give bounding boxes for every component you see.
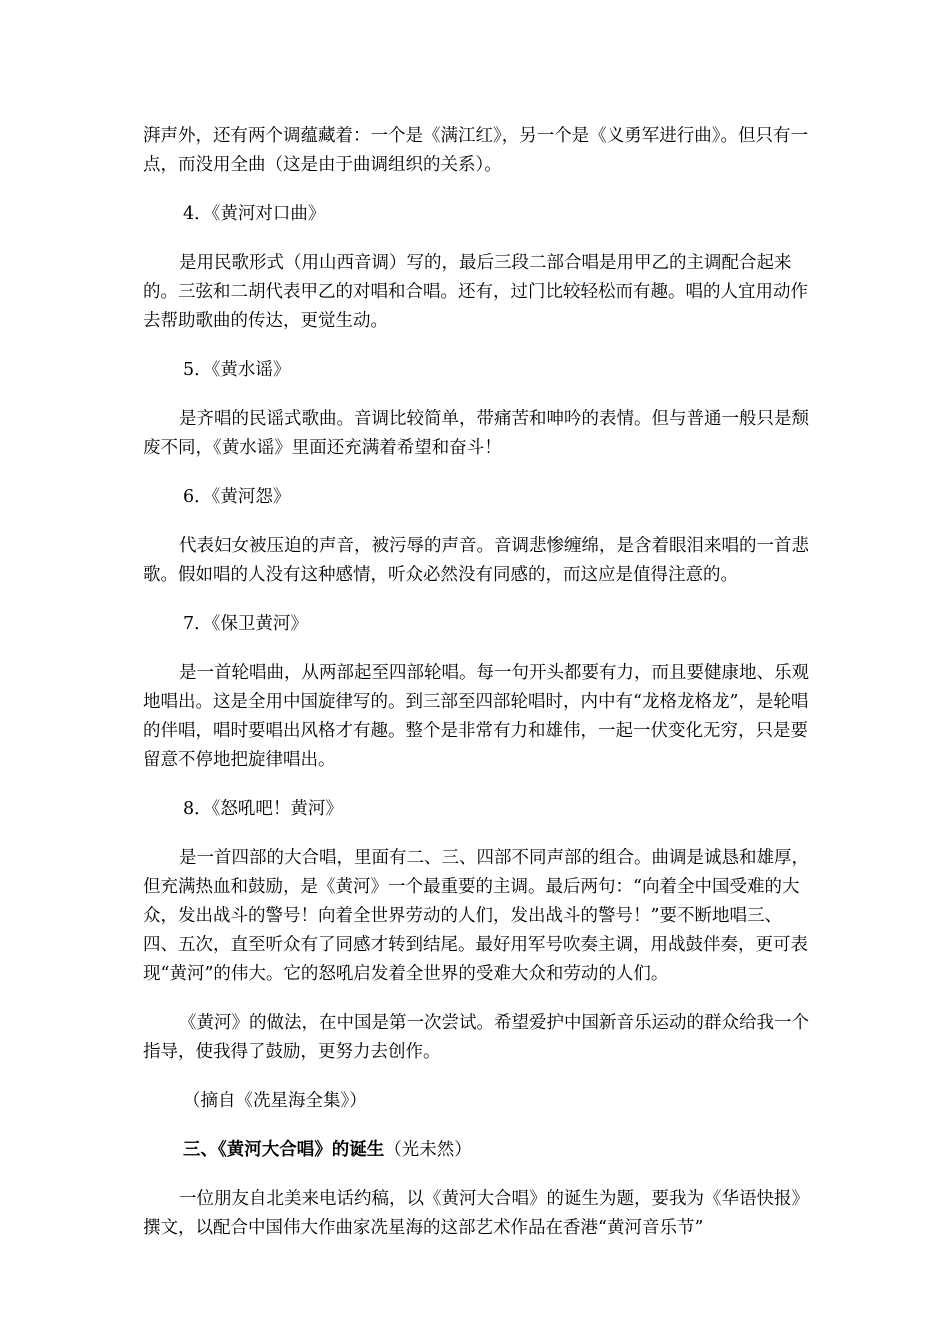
section-heading-4: 4．《黄河对口曲》 xyxy=(183,204,326,224)
paragraph-7: 是一首轮唱曲，从两部起至四部轮唱。每一句开头都要有力，而且要健康地、乐观地唱出。这是全用中国旋律写的。到三部至四部轮唱时，内中有“龙格龙格龙”，是轮唱的伴唱，唱时要唱出风格才有趣。整个是非常有力和雄伟，一起一伏变化无穷，只是要留意不停地把旋律唱出。 xyxy=(143,663,809,770)
paragraph-5: 是齐唱的民谣式歌曲。音调比较简单，带痛苦和呻吟的表情。但与普通一般只是颓废不同，《黄水谣》里面还充满着希望和奋斗！ xyxy=(143,409,809,458)
paragraph-6: 代表妇女被压迫的声音，被污辱的声音。音调悲惨缠绵，是含着眼泪来唱的一首悲歌。假如唱的人没有这种感情，听众必然没有同感的，而这应是值得注意的。 xyxy=(143,536,809,585)
source-citation: （摘自《冼星海全集》） xyxy=(183,1091,367,1111)
section-heading-7: 7．《保卫黄河》 xyxy=(183,614,308,634)
document-page xyxy=(143,122,811,1243)
chapter-heading-title: 三、《黄河大合唱》的诞生 xyxy=(183,1140,385,1160)
chapter-heading xyxy=(143,1136,811,1165)
paragraph-8: 是一首四部的大合唱，里面有二、三、四部不同声部的组合。曲调是诚恳和雄厚，但充满热血和鼓励，是《黄河》一个最重要的主调。最后两句：“向着全中国受难的大众，发出战斗的警号！向着全世界劳动的人们，发出战斗的警号！”要不断地唱三、四、五次，直至听众有了同感才转到结尾。最好用军号吹奏主调，用战鼓伴奏，更可表现“黄河”的伟大。它的怒吼启发着全世界的受难大众和劳动的人们。 xyxy=(143,848,809,984)
paragraph-chapter-intro: 一位朋友自北美来电话约稿，以《黄河大合唱》的诞生为题，要我为《华语快报》撰文，以配合中国伟大作曲家冼星海的这部艺术作品在香港“黄河音乐节” xyxy=(143,1189,809,1238)
section-heading-8: 8．《怒吼吧！黄河》 xyxy=(183,799,343,819)
section-heading-6: 6．《黄河怨》 xyxy=(183,487,291,507)
paragraph-4: 是用民歌形式（用山西音调）写的，最后三段二部合唱是用甲乙的主调配合起来的。三弦和二胡代表甲乙的对唱和合唱。还有，过门比较轻松而有趣。唱的人宜用动作去帮助歌曲的传达，更觉生动。 xyxy=(143,253,808,331)
paragraph-continuation: 湃声外，还有两个调蕴藏着：一个是《满江红》，另一个是《义勇军进行曲》。但只有一点，而没用全曲（这是由于曲调组织的关系）。 xyxy=(143,126,808,175)
chapter-heading-author: （光未然） xyxy=(384,1140,472,1160)
section-heading-5: 5．《黄水谣》 xyxy=(183,360,291,380)
paragraph-conclusion: 《黄河》的做法，在中国是第一次尝试。希望爱护中国新音乐运动的群众给我一个指导，使我得了鼓励，更努力去创作。 xyxy=(143,1013,809,1062)
